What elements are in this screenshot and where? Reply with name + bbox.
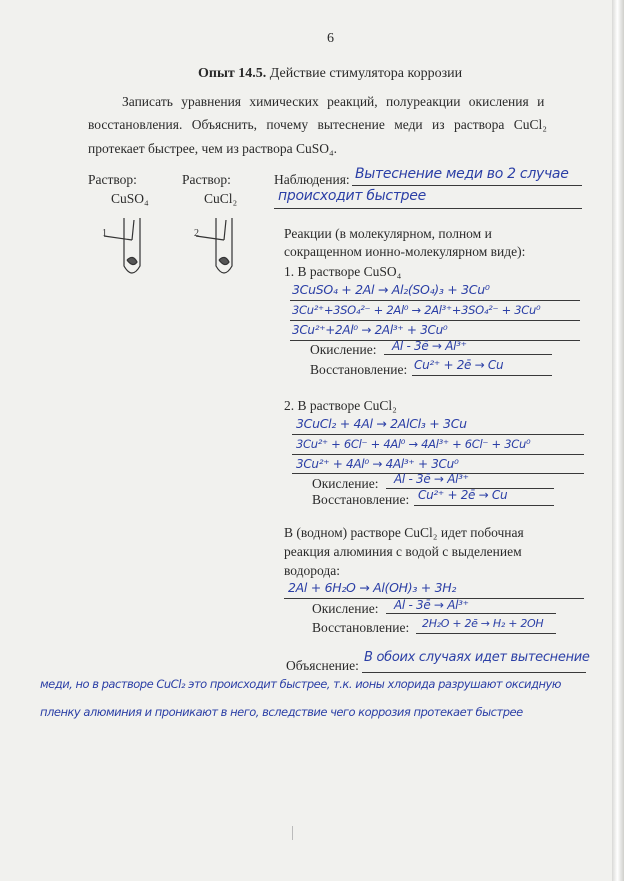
tube1-number: 1 [102, 228, 107, 239]
s3-ox-line [386, 613, 556, 614]
tube2-number: 2 [194, 228, 199, 239]
explanation-text-2: меди, но в растворе CuCl₂ это происходит быстрее, т.к. ионы хлорида разрушают оксидную [40, 677, 561, 691]
observations-label: Наблюдения: [274, 172, 350, 187]
s1-equation-full-ionic: 3Cu²⁺+3SO₄²⁻ + 2Al⁰ → 2Al³⁺+3SO₄²⁻ + 3Cu⁰ [292, 303, 541, 317]
page-edge [612, 0, 624, 881]
s1-red-line [412, 375, 552, 376]
observations-text-2: происходит быстрее [278, 188, 426, 204]
s1-line-1 [290, 300, 580, 301]
task-line-3: протекает быстрее, чем из раствора CuSO₄. [88, 141, 338, 156]
s2-oxidation-value: Al - 3ē → Al³⁺ [394, 472, 469, 486]
solution2-name: CuCl₂ [204, 191, 238, 206]
s2-equation-molecular: 3CuCl₂ + 4Al → 2AlCl₃ + 3Cu [296, 416, 467, 431]
s1-equation-short-ionic: 3Cu²⁺+2Al⁰ → 2Al³⁺ + 3Cu⁰ [292, 323, 448, 337]
reactions-heading-2: сокращенном ионно-молекулярном виде): [284, 244, 526, 259]
s1-reduction-value: Cu²⁺ + 2ē → Cu [414, 358, 504, 372]
side-reaction-line-1: В (водном) растворе CuCl₂ идет побочная [284, 525, 524, 540]
s2-line-1 [292, 434, 584, 435]
side-reaction-line-3: водорода: [284, 563, 340, 578]
explanation-text-3: пленку алюминия и проникают в него, вследствие чего коррозия протекает быстрее [40, 705, 523, 719]
s3-red-line [416, 633, 556, 634]
task-line-1: Записать уравнения химических реакций, полуреакции окисления и [122, 94, 545, 109]
s1-reduction-label: Восстановление: [310, 362, 408, 377]
s1-oxidation-value: Al - 3ē → Al³⁺ [392, 339, 467, 353]
reactions-heading-1: Реакции (в молекулярном, полном и [284, 226, 492, 241]
s1-line-2 [290, 320, 580, 321]
solution1-label: Раствор: [88, 172, 137, 187]
s3-oxidation-label: Окисление: [312, 601, 379, 616]
s1-ox-line [384, 354, 552, 355]
test-tubes-drawing [96, 210, 256, 290]
observations-line-2 [274, 208, 582, 209]
explanation-label: Объяснение: [286, 658, 359, 673]
side-reaction-line-2: реакция алюминия с водой с выделением [284, 544, 522, 559]
observations-text-1: Вытеснение меди во 2 случае [355, 166, 569, 182]
solution1-name: CuSO₄ [111, 191, 149, 206]
page-mark [292, 826, 293, 840]
s2-equation-full-ionic: 3Cu²⁺ + 6Cl⁻ + 4Al⁰ → 4Al³⁺ + 6Cl⁻ + 3Cu⁰ [296, 437, 531, 451]
s2-line-2 [292, 454, 584, 455]
s2-oxidation-label: Окисление: [312, 476, 379, 491]
s3-reduction-label: Восстановление: [312, 620, 410, 635]
section2-label: 2. В растворе CuCl₂ [284, 398, 397, 413]
explanation-line-1 [362, 672, 586, 673]
s3-equation: 2Al + 6H₂O → Al(OH)₃ + 3H₂ [288, 580, 457, 595]
explanation-text-1: В обоих случаях идет вытеснение [364, 650, 590, 665]
observations-line-1 [352, 185, 582, 186]
s2-red-line [414, 505, 554, 506]
experiment-title-bold: Опыт 14.5. [198, 66, 267, 81]
s3-reduction-value: 2H₂O + 2ē → H₂ + 2OH [422, 617, 544, 630]
experiment-title-rest: Действие стимулятора коррозии [269, 66, 463, 81]
test-tube-2 [196, 218, 232, 273]
solution2-label: Раствор: [182, 172, 231, 187]
experiment-title [198, 66, 462, 82]
s1-equation-molecular: 3CuSO₄ + 2Al → Al₂(SO₄)₃ + 3Cu⁰ [292, 282, 490, 297]
page-number: 6 [327, 31, 334, 46]
test-tube-1 [104, 218, 140, 273]
s2-reduction-value: Cu²⁺ + 2ē → Cu [418, 488, 508, 502]
s2-reduction-label: Восстановление: [312, 492, 410, 507]
s2-equation-short-ionic: 3Cu²⁺ + 4Al⁰ → 4Al³⁺ + 3Cu⁰ [296, 457, 459, 471]
section1-label: 1. В растворе CuSO₄ [284, 264, 402, 279]
s1-oxidation-label: Окисление: [310, 342, 377, 357]
s3-oxidation-value: Al - 3ē → Al³⁺ [394, 598, 469, 612]
task-line-2: восстановления. Объяснить, почему вытеснение меди из раствора CuCl₂ [88, 117, 547, 132]
